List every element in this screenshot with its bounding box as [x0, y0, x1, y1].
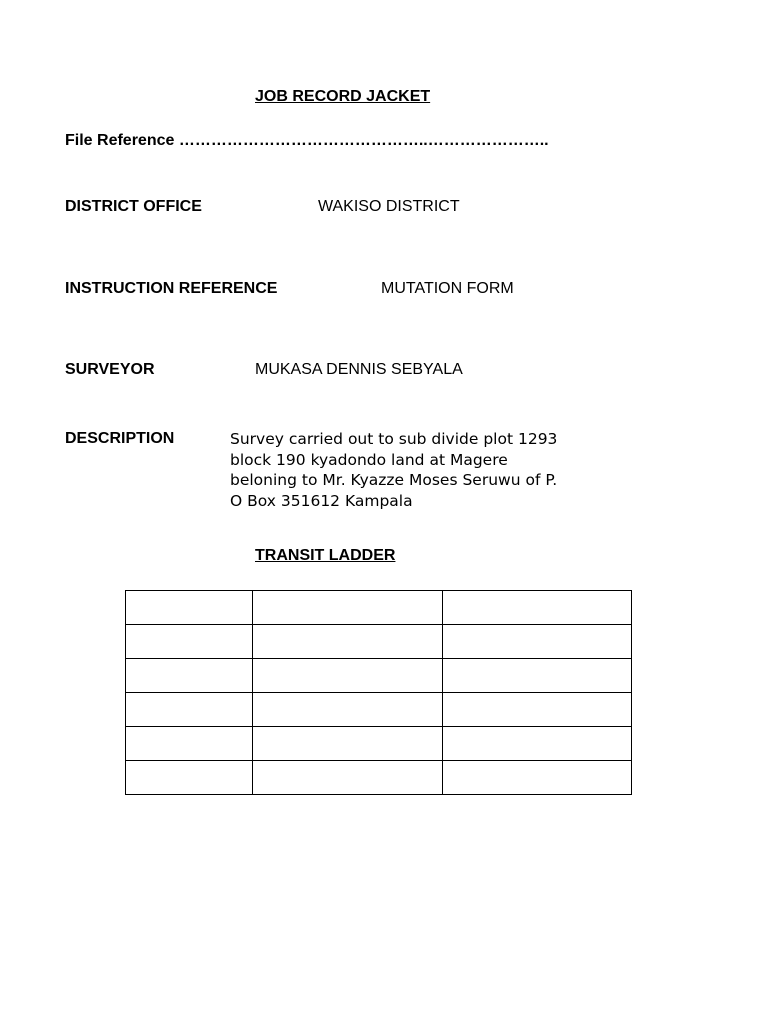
table-cell — [253, 659, 443, 693]
description-line: beloning to Mr. Kyazze Moses Seruwu of P. — [230, 471, 558, 489]
surveyor-label: SURVEYOR — [65, 361, 155, 378]
table-cell — [443, 693, 632, 727]
file-reference-row — [65, 133, 549, 149]
instruction-reference-value: MUTATION FORM — [381, 280, 514, 297]
table-cell — [126, 727, 253, 761]
description-line: Survey carried out to sub divide plot 1293 — [230, 430, 558, 448]
district-office-value: WAKISO DISTRICT — [318, 198, 460, 215]
district-office-label: DISTRICT OFFICE — [65, 198, 202, 215]
transit-ladder-title: TRANSIT LADDER — [255, 547, 396, 564]
table-row — [126, 625, 632, 659]
table-cell — [126, 591, 253, 625]
file-reference-label: File Reference — [65, 132, 175, 149]
table-cell — [253, 693, 443, 727]
table-cell — [126, 761, 253, 795]
table-cell — [253, 625, 443, 659]
table-cell — [443, 591, 632, 625]
transit-ladder-table — [125, 590, 632, 795]
table-row — [126, 591, 632, 625]
table-row — [126, 727, 632, 761]
instruction-reference-label: INSTRUCTION REFERENCE — [65, 280, 278, 297]
table-cell — [443, 761, 632, 795]
description-line: block 190 kyadondo land at Magere — [230, 450, 508, 469]
table-cell — [253, 591, 443, 625]
table-cell — [126, 625, 253, 659]
table-cell — [443, 659, 632, 693]
document-title: JOB RECORD JACKET — [255, 88, 431, 105]
table-cell — [443, 727, 632, 761]
table-cell — [126, 693, 253, 727]
description-line: O Box 351612 Kampala — [230, 491, 413, 510]
description-text — [230, 429, 590, 511]
file-reference-value: ………………………………………..………………….. — [178, 132, 549, 149]
table-cell — [253, 727, 443, 761]
table-row — [126, 761, 632, 795]
table-row — [126, 659, 632, 693]
table-cell — [126, 659, 253, 693]
surveyor-value: MUKASA DENNIS SEBYALA — [255, 361, 463, 378]
table-cell — [443, 625, 632, 659]
table-row — [126, 693, 632, 727]
table-cell — [253, 761, 443, 795]
description-label: DESCRIPTION — [65, 430, 175, 447]
